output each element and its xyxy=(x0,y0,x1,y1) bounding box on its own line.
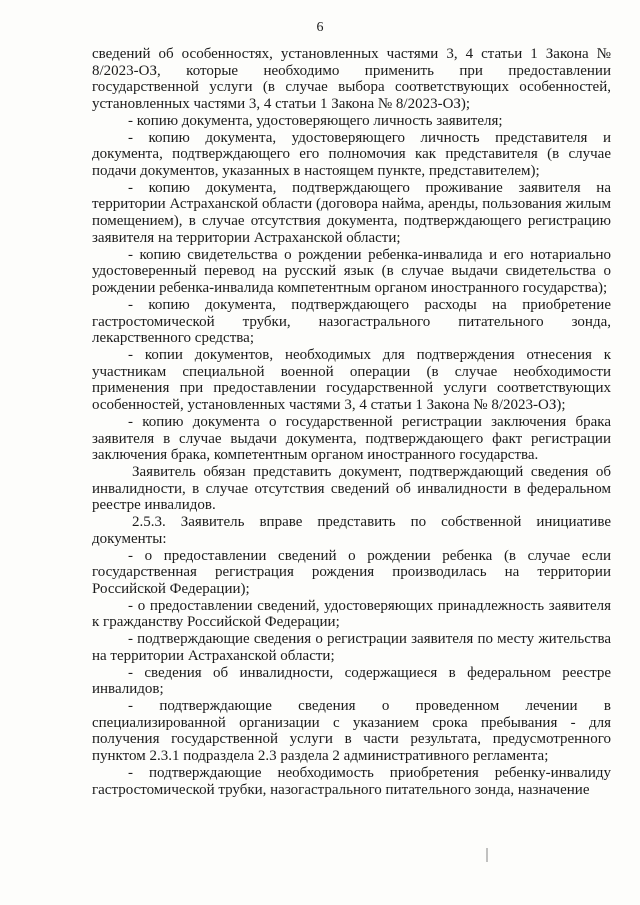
page-number: 6 xyxy=(316,20,324,35)
section-heading-2-5-3: 2.5.3. Заявитель вправе представить по собственной инициативе документы: xyxy=(92,514,611,547)
list-item: - подтверждающие сведения о проведенном лечении в специализированной организации с указанием срока пребывания - для получения государственной услуги в части результата, предусмотренного пунктом 2.3.1 подраздела 2.3 раздела 2 административного регламента; xyxy=(92,698,611,765)
list-item: - сведения об инвалидности, содержащиеся в федеральном реестре инвалидов; xyxy=(92,664,611,698)
list-item: - о предоставлении сведений о рождении ребенка (в случае если государственная регистрация рождения производилась на территории Российской Федерации); xyxy=(92,547,611,597)
list-item: - копию документа, подтверждающего проживание заявителя на территории Астраханской области (договора найма, аренды, пользования жилым помещением), в случае отсутствия документа, подтверждающего регистрацию заявителя на территории Астраханской области; xyxy=(92,179,611,246)
list-item: - копию документа о государственной регистрации заключения брака заявителя в случае выдачи документа, подтверждающего факт регистрации заключения брака, компетентным органом иностранного государства. xyxy=(92,413,611,464)
paragraph: Заявитель обязан представить документ, подтверждающий сведения об инвалидности, в случае отсутствия сведений об инвалидности в федеральном реестре инвалидов. xyxy=(92,463,611,514)
paragraph-continuation: сведений об особенностях, установленных частями 3, 4 статьи 1 Закона № 8/2023-ОЗ, которые необходимо применить при предоставлении государственной услуги (в случае выбора соответствующих особенностей, установленных частями 3, 4 статьи 1 Закона № 8/2023-ОЗ); xyxy=(92,46,611,113)
list-item: - копию документа, удостоверяющего личность заявителя; xyxy=(128,112,503,129)
list-item: - копию документа, удостоверяющего личность представителя и документа, подтверждающего его полномочия как представителя (в случае подачи документов, указанных в настоящем пункте, представителем); xyxy=(92,129,611,180)
list-item: - копии документов, необходимых для подтверждения отнесения к участникам специальной военной операции (в случае необходимости применения при предоставлении государственной услуги соответствующих особенностей, установленных частями 3, 4 статьи 1 Закона № 8/2023-ОЗ); xyxy=(92,346,611,414)
scan-artifact xyxy=(486,848,488,862)
list-item: - подтверждающие необходимость приобретения ребенку-инвалиду гастростомической трубки, назогастрального питательного зонда, назначение xyxy=(92,764,611,798)
list-item: - копию документа, подтверждающего расходы на приобретение гастростомической трубки, назогастрального питательного зонда, лекарственного средства; xyxy=(92,296,611,347)
list-item: - о предоставлении сведений, удостоверяющих принадлежность заявителя к гражданству Российской Федерации; xyxy=(92,597,611,631)
list-item: - подтверждающие сведения о регистрации заявителя по месту жительства на территории Астраханской области; xyxy=(92,631,611,664)
document-body xyxy=(92,46,611,798)
list-item: - копию свидетельства о рождении ребенка-инвалида и его нотариально удостоверенный перевод на русский язык (в случае выдачи свидетельства о рождении ребенка-инвалида компетентным органом иностранного государства); xyxy=(92,246,611,297)
